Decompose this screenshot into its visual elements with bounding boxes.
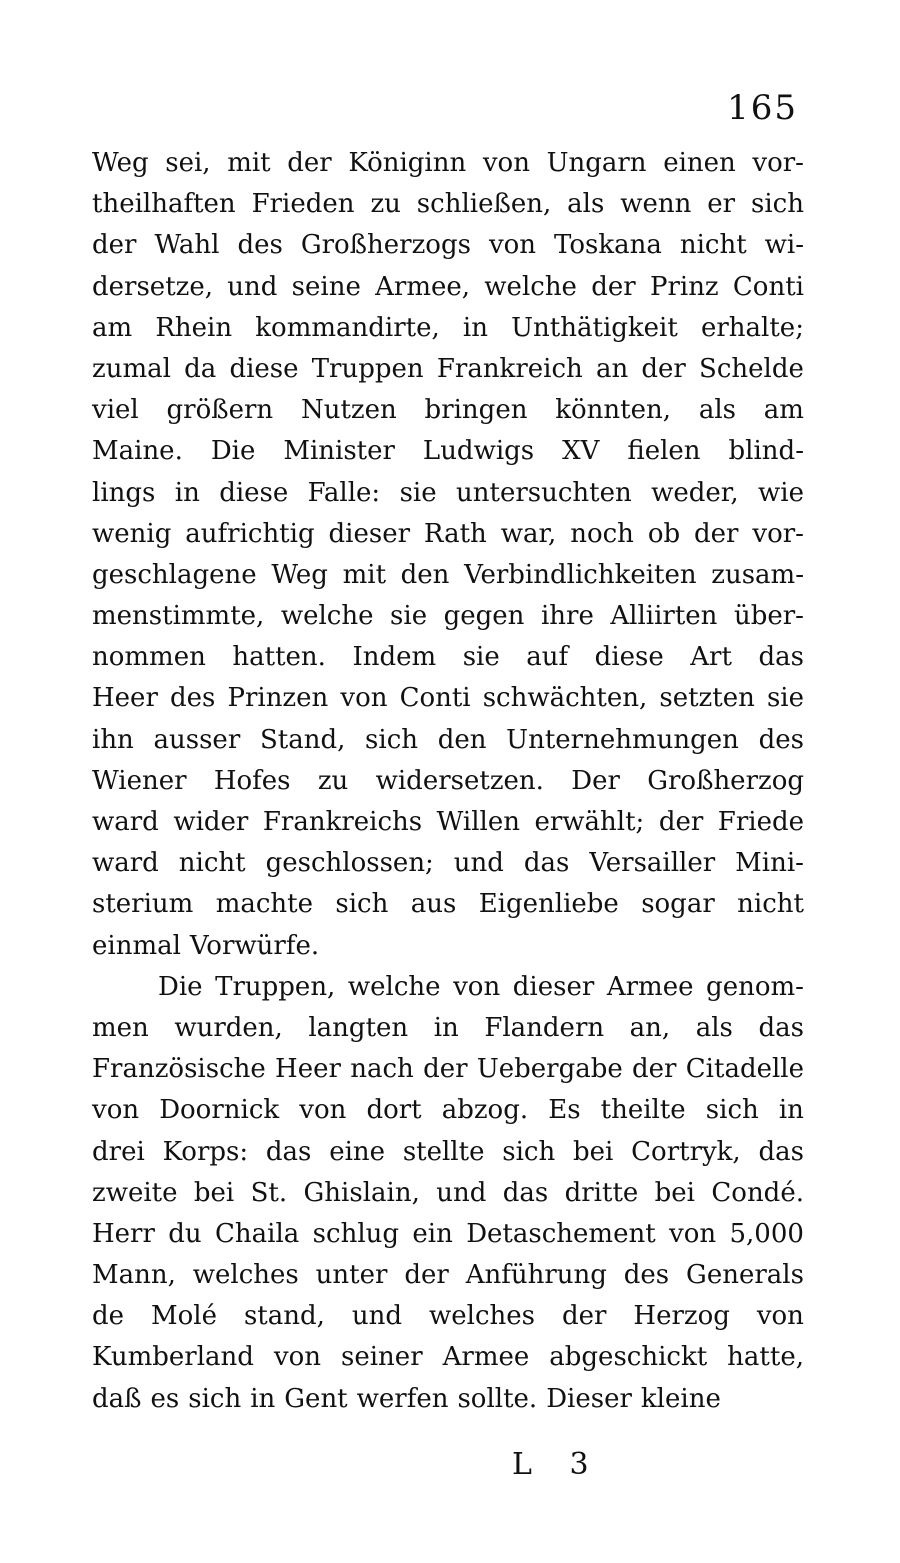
word: menstimmte, [92, 601, 265, 632]
word: kleine [640, 1383, 721, 1414]
word: Chaila [215, 1218, 300, 1249]
word: du [168, 1218, 202, 1249]
word: ward [92, 807, 159, 837]
text-line [92, 1132, 804, 1173]
word: Eigenliebe [478, 889, 619, 920]
word: schließen, [416, 189, 552, 220]
paragraph [92, 143, 804, 967]
word: Mann, [92, 1260, 176, 1291]
word: Citadelle [685, 1054, 804, 1085]
word: Kumberland [92, 1342, 254, 1373]
word: den [437, 724, 487, 755]
word: einen [663, 148, 736, 178]
word: in [778, 1095, 804, 1126]
word: das [758, 1136, 804, 1167]
word: als [698, 395, 736, 426]
word: von [299, 1095, 347, 1126]
word: fielen [627, 436, 701, 467]
word: dritte [564, 1177, 639, 1208]
word: Conti [399, 683, 471, 714]
word: vor- [752, 148, 804, 178]
word: schlug [312, 1218, 400, 1249]
word: untersuchten [456, 477, 632, 508]
word: Die [210, 436, 256, 467]
word: werfen [356, 1383, 449, 1414]
word: von [92, 1095, 140, 1126]
text-line [92, 431, 804, 472]
text-line [92, 884, 804, 925]
word: nicht [737, 889, 804, 920]
word: genom- [706, 971, 804, 1002]
word: Herzog [633, 1301, 730, 1332]
word: drei [92, 1136, 145, 1167]
word: Indem [352, 642, 437, 673]
word: sich [188, 1383, 242, 1414]
word: Molé [151, 1301, 217, 1332]
text-line [92, 802, 804, 843]
text-line [92, 555, 804, 596]
word: das [758, 642, 804, 673]
word: St. [250, 1177, 288, 1208]
word: abgeschickt [549, 1342, 708, 1373]
word: Heer [275, 1054, 341, 1085]
word: auf [526, 642, 569, 673]
text-line [92, 843, 804, 884]
word: zu [317, 765, 349, 796]
word: Armee [606, 971, 694, 1002]
word: welches [428, 1301, 535, 1332]
word: könnten, [555, 395, 672, 426]
word: aufrichtig [185, 518, 315, 549]
text-line [92, 1214, 804, 1255]
word: von [340, 683, 388, 714]
word: zweite [92, 1177, 178, 1208]
text-line [92, 1008, 804, 1049]
word: des [758, 724, 804, 755]
word: dieser [512, 971, 595, 1002]
word: wi- [764, 230, 804, 261]
word: einmal [92, 930, 181, 961]
word: Weg [271, 559, 328, 590]
word: sogar [641, 889, 715, 920]
word: Die [158, 971, 203, 1002]
word: über- [733, 601, 804, 632]
word: dort [366, 1095, 422, 1126]
word: Maine. [92, 436, 183, 467]
word: sie [766, 683, 804, 714]
word: weder, [651, 477, 739, 508]
word: Detaschement [466, 1218, 656, 1249]
text-line [92, 1173, 804, 1214]
word: ihre [540, 601, 594, 632]
word: de [92, 1301, 125, 1332]
word: Der [571, 765, 620, 796]
text-line [92, 926, 804, 967]
word: viel [92, 395, 139, 426]
word: wenig [92, 518, 172, 549]
text-line [92, 1379, 804, 1420]
word: dieser [328, 518, 411, 549]
word: wenn [620, 189, 692, 220]
word: Herr [92, 1218, 155, 1249]
word: Rath [423, 518, 487, 549]
word: und [453, 848, 504, 879]
word: Falle: [307, 477, 381, 508]
word: welche [280, 601, 374, 632]
word: Generals [686, 1260, 804, 1291]
word: an, [629, 1012, 671, 1043]
word: langten [308, 1012, 409, 1043]
word: in [462, 312, 488, 343]
word: welches [192, 1260, 299, 1291]
word: der [404, 1260, 449, 1291]
word: den [400, 559, 450, 590]
word: Vorwürfe. [189, 930, 320, 961]
word: mit [227, 148, 271, 178]
word: hatte, [727, 1342, 804, 1373]
word: diese [594, 642, 664, 673]
word: Verbindlichkeiten [464, 559, 697, 590]
word: von [453, 971, 501, 1002]
word: der [632, 1054, 677, 1085]
word: nommen [92, 642, 206, 673]
word: Stand, [259, 724, 346, 755]
word: eine [329, 1136, 386, 1167]
text-line [92, 1049, 804, 1090]
word: es [150, 1383, 180, 1414]
word: welche [347, 971, 441, 1002]
text-line [92, 1090, 804, 1131]
word: von [756, 1301, 804, 1332]
word: das [502, 1177, 549, 1208]
text-line [92, 720, 804, 761]
word: XV [562, 436, 600, 467]
word: Großherzogs [300, 230, 471, 261]
word: unter [315, 1260, 388, 1291]
page-number: 165 [727, 88, 798, 128]
word: sich [705, 1095, 759, 1126]
word: am [763, 395, 804, 426]
word: wie [758, 477, 804, 508]
word: Ludwigs [422, 436, 535, 467]
word: das [758, 1012, 804, 1043]
word: sie [462, 642, 500, 673]
word: nicht [178, 848, 246, 879]
word: daß [92, 1383, 142, 1414]
word: und [436, 1177, 487, 1208]
word: widersetzen. [375, 765, 544, 796]
word: der [658, 807, 704, 837]
word: bringen [424, 395, 528, 426]
word: Nutzen [300, 395, 397, 426]
word: Schelde [699, 353, 804, 384]
word: von [488, 230, 537, 261]
text-line [92, 637, 804, 678]
word: Französische [92, 1054, 266, 1085]
word: welche [484, 271, 577, 302]
printer-signature-mark: L 3 [512, 1447, 603, 1482]
word: er [707, 189, 736, 220]
word: Armee [442, 1342, 530, 1373]
word: Truppen [311, 353, 424, 384]
word: Anführung [465, 1260, 607, 1291]
word: sie [399, 477, 437, 508]
word: lings [92, 477, 156, 508]
word: setzten [659, 683, 755, 714]
word: abzog. [441, 1095, 529, 1126]
word: sei, [165, 148, 211, 178]
word: Conti [732, 271, 804, 302]
word: des [237, 230, 283, 261]
word: von [273, 1342, 322, 1373]
text-line [92, 967, 804, 1008]
word: das [265, 1136, 312, 1167]
word: der [591, 271, 636, 302]
word: Wiener [92, 765, 187, 796]
word: des [169, 683, 216, 714]
word: ob [647, 518, 681, 549]
word: wurden, [174, 1012, 283, 1043]
word: Ungarn [546, 148, 647, 178]
word: zumal [92, 353, 171, 384]
word: sich [751, 189, 804, 220]
word: Wahl [154, 230, 220, 261]
word: des [623, 1260, 670, 1291]
word: am [92, 312, 133, 343]
word: aus [410, 889, 457, 920]
word: nach [350, 1054, 414, 1085]
word: machte [215, 889, 313, 920]
text-line [92, 308, 804, 349]
word: stand, [243, 1301, 325, 1332]
word: men [92, 1012, 149, 1043]
word: ein [412, 1218, 453, 1249]
word: ihn [92, 724, 134, 755]
word: an [595, 353, 629, 384]
word: als [567, 189, 605, 220]
word: bei [573, 1136, 614, 1167]
word: geschlagene [92, 559, 257, 590]
word: Prinz [649, 271, 719, 302]
word: der [561, 1301, 607, 1332]
word: Dieser [546, 1383, 632, 1414]
word: hatten. [232, 642, 326, 673]
word: Heer [92, 683, 158, 714]
word: seiner [341, 1342, 423, 1373]
word: Doornick [159, 1095, 280, 1126]
text-line [92, 514, 804, 555]
word: Art [690, 642, 732, 673]
word: 5,000 [729, 1218, 804, 1249]
word: Prinzen [227, 683, 329, 714]
word: Truppen, [215, 971, 336, 1002]
word: ausser [153, 724, 241, 755]
word: noch [570, 518, 634, 549]
word: Unthätigkeit [511, 312, 678, 343]
word: der [92, 230, 137, 261]
word: zu [370, 189, 401, 220]
word: in [250, 1383, 276, 1414]
word: vor- [752, 518, 804, 549]
word: Condé. [711, 1177, 804, 1208]
text-line [92, 473, 804, 514]
word: Armee, [375, 271, 471, 302]
word: mit [342, 559, 387, 590]
word: erhalte; [700, 312, 804, 343]
word: Ghislain, [303, 1177, 420, 1208]
word: da [184, 353, 217, 384]
word: Weg [92, 148, 149, 178]
word: Cortryk, [631, 1136, 741, 1167]
word: Unternehmungen [506, 724, 739, 755]
word: Großherzog [647, 765, 804, 796]
word: der [287, 148, 332, 178]
word: Minister [283, 436, 395, 467]
word: blind- [728, 436, 804, 467]
text-line [92, 596, 804, 637]
word: gegen [443, 601, 525, 632]
word: zusam- [711, 559, 804, 590]
word: das [523, 848, 570, 879]
word: Willen [436, 807, 520, 837]
word: Alliirten [610, 601, 718, 632]
body-text [92, 143, 804, 1420]
word: bei [193, 1177, 235, 1208]
text-line [92, 1337, 804, 1378]
word: Königinn [348, 148, 467, 178]
word: theilte [600, 1095, 686, 1126]
word: schwächten, [482, 683, 648, 714]
word: und [351, 1301, 403, 1332]
word: Versailler [589, 848, 716, 879]
word: stellte [402, 1136, 485, 1167]
text-line [92, 678, 804, 719]
text-line [92, 1296, 804, 1337]
text-line [92, 225, 804, 266]
word: sollte. [457, 1383, 538, 1414]
word: erwählt; [534, 807, 645, 837]
word: der [423, 1054, 468, 1085]
word: Frieden [251, 189, 355, 220]
word: sich [365, 724, 419, 755]
word: in [174, 477, 200, 508]
word: sich [335, 889, 389, 920]
word: war, [500, 518, 557, 549]
word: nicht [679, 230, 747, 261]
text-line [92, 267, 804, 308]
text-line [92, 390, 804, 431]
word: Rhein [155, 312, 233, 343]
word: in [433, 1012, 459, 1043]
word: und [227, 271, 278, 302]
word: wider [173, 807, 249, 837]
word: seine [291, 271, 361, 302]
word: sich [502, 1136, 556, 1167]
text-line [92, 1255, 804, 1296]
word: Gent [284, 1383, 348, 1414]
word: dersetze, [92, 271, 213, 302]
word: Hofes [213, 765, 291, 796]
word: Toskana [554, 230, 662, 261]
word: bei [654, 1177, 696, 1208]
text-line [92, 143, 804, 184]
word: der [641, 353, 686, 384]
word: kommandirte, [255, 312, 440, 343]
word: von [482, 148, 530, 178]
text-line [92, 184, 804, 225]
word: Uebergabe [476, 1054, 623, 1085]
word: diese [229, 353, 299, 384]
word: Mini- [735, 848, 804, 879]
word: größern [166, 395, 274, 426]
word: Friede [717, 807, 804, 837]
word: sie [390, 601, 428, 632]
paragraph [92, 967, 804, 1420]
word: sterium [92, 889, 194, 920]
word: als [695, 1012, 733, 1043]
word: Flandern [484, 1012, 605, 1043]
word: diese [219, 477, 289, 508]
word: Korps: [162, 1136, 249, 1167]
word: Frankreichs [262, 807, 423, 837]
text-line [92, 761, 804, 802]
word: theilhaften [92, 189, 236, 220]
word: der [694, 518, 739, 549]
word: Es [548, 1095, 581, 1126]
text-line [92, 349, 804, 390]
word: geschlossen; [265, 848, 434, 879]
word: von [669, 1218, 717, 1249]
word: Frankreich [436, 353, 583, 384]
word: ward [92, 848, 159, 879]
